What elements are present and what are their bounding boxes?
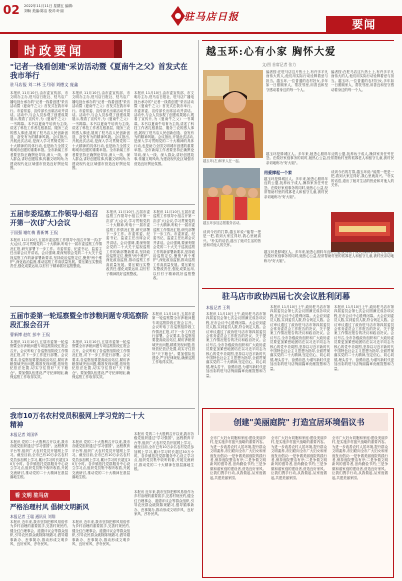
- proposal-body-col2: 全市广大妇女同胞和家庭:建设美丽乡村,是实施乡村振兴战略的重要内容。为进一步改善农村人居环境,提升群众文明素养,市妇联向全市广大妇女和家庭发出倡议:一是争做美丽庭院的践行者,保持庭院整洁有序;二是争做文明新风的倡导者,崇尚勤俭节约;三是争做和谐家庭的建设者,营造良好家风。让我们携手行动,从我做起,从家庭做起,共建美丽家园。: [271, 436, 327, 480]
- feature-photo-event: [331, 212, 394, 252]
- newspaper-logo: [170, 3, 245, 29]
- feature-photo-portrait: [203, 70, 263, 158]
- article1-body-col3: 本报讯 11月10日,由市委宣传部、市文明办主办,驻马店日报社、驻马店广播电视台承办的"记者一线看创建"采访活动暨《夏南牛之父》首发式在我市举行。市委常委、宣传部长出席活动并讲话。活动中,与会人员参观了创建成果展示,观看了宣传片,为《夏南牛之父》一书揭幕。本书以夏南牛培育为主线,讲述了科技工作者扎根基层、服务三农的感人事迹,展现了驻马店人民创新创造、奋发有为的精神风貌。会议指出,开展此次活动,是深入学习贯彻党的二十大精神的具体行动,也是助力全国文明城市创建的重要举措。全市新闻工作者要坚持正确舆论导向,深入一线、深入群众,讲好创建故事,传播文明风尚,为建设现代化区域强市营造良好舆论氛围。: [134, 91, 194, 166]
- cppcc-rule: [202, 288, 394, 289]
- article2-body-col2: 本报讯 11月10日,五届市委巡察工作领导小组召开第一次(扩大)会议,学习贯彻党的二十大精神,听取十一届市委巡察工作情况汇报,研究部署下一步工作。市委常委、纪委书记、监委主任出席会议并讲话。会议强调,要深刻领会党的二十大关于巡视巡察工作的新部署新要求,坚持政治巡察定位,聚焦"两个维护",深化政治监督,推动巡察工作高质量发展。要压紧压实整改责任,强化成果运用,以钉钉子精神抓好巡察整改。: [106, 210, 150, 276]
- article5-body-col2: 本报讯 近年来,我市坚持把移风易俗作为乡村治理的重要抓手,完善村规民约,健全红白理事会、道德评议会等群众组织,引导农民群众破除陈规陋习,倡导婚事新办、丧事简办,推动形成文明乡风、良好家风、淳朴民风。: [72, 520, 130, 547]
- article1-byline: 驻马店报 刘二林 王月刚 刘德文 庞鑫: [10, 82, 79, 87]
- cppcc-byline: 本报记者 王利: [206, 305, 230, 310]
- feature-rule: [202, 40, 394, 41]
- feature-body-right: 编者按:在驻马店这片热土上,有许多平凡而伟大的人,他们用实际行动诠释着爱与担当。越玉环,一位普通的农村妇女,多年如一日照顾家人、帮扶邻里,用善良和坚守感动着身边的每一个人。: [331, 70, 394, 92]
- group-image: [203, 168, 260, 220]
- article4-byline: 本报记者 刘国华: [10, 432, 38, 437]
- feature-body-mid: 越玉环是驿城区人。多年来,她悉心照料年迈的公婆,抚养孩子成人,操持家务任劳任怨。在做好家庭事务的同时,她热心公益,经常帮助村里的孤寡老人和留守儿童,被村民亲切地称为"好大姐"。: [266, 152, 394, 165]
- article3-title: 五届市委第一轮巡察暨全市涉粮问题专项巡察阶段汇报会召开: [10, 312, 149, 329]
- feature-body-right2: 谈到今后的打算,越玉环说:"能帮一把是一把,看到大家过得好,我心里就高兴。"朴实的话语,道出了她对生活的热爱和对他人的关怀。: [331, 170, 394, 188]
- article5-body: 本报讯 近年来,我市坚持把移风易俗作为乡村治理的重要抓手,完善村规民约,健全红白理事会、道德评议会等群众组织,引导农民群众破除陈规陋习,倡导婚事新办、丧事简办,推动形成文明乡风、良好家风、淳朴民风。: [10, 520, 68, 547]
- article3-body-col2: 本报讯 11月10日,五届市委第一轮巡察暨全市涉粮问题专项巡察阶段汇报会召开。会议听取了各巡察组阶段工作情况汇报,对下一步工作进行部署。会议要求,各巡察组要提高政治站位,紧盯涉粮领域突出问题,精准发现问题,依规依纪依法处置,切实守住管好"天下粮仓"。要加强队伍建设,严守纪律规矩,确保巡察工作取得实效。: [72, 340, 130, 380]
- article3-byline: 曹新博 赵红 彭中 王侃: [10, 332, 50, 337]
- proposal-title: 创建"美丽庭院" 打造宜居环境倡议书: [233, 418, 365, 427]
- divider: [10, 408, 195, 409]
- article1-body: 本报讯 11月10日,由市委宣传部、市文明办主办,驻马店日报社、驻马店广播电视台承办的"记者一线看创建"采访活动暨《夏南牛之父》首发式在我市举行。市委常委、宣传部长出席活动并讲话。活动中,与会人员参观了创建成果展示,观看了宣传片,为《夏南牛之父》一书揭幕。本书以夏南牛培育为主线,讲述了科技工作者扎根基层、服务三农的感人事迹,展现了驻马店人民创新创造、奋发有为的精神风貌。会议指出,开展此次活动,是深入学习贯彻党的二十大精神的具体行动,也是助力全国文明城市创建的重要举措。全市新闻工作者要坚持正确舆论导向,深入一线、深入群众,讲好创建故事,传播文明风尚,为建设现代化区域强市营造良好舆论氛围。: [10, 91, 68, 170]
- column-banner: [10, 40, 122, 58]
- feature-photo-group: [203, 168, 260, 220]
- column-divider: [198, 40, 199, 435]
- article2-byline: 于国强 谢红梅 曹新博 王侃: [10, 230, 58, 235]
- article3-body: 本报讯 11月10日,五届市委第一轮巡察暨全市涉粮问题专项巡察阶段汇报会召开。会议听取了各巡察组阶段工作情况汇报,对下一步工作进行部署。会议要求,各巡察组要提高政治站位,紧盯涉粮领域突出问题,精准发现问题,依规依纪依法处置,切实守住管好"天下粮仓"。要加强队伍建设,严守纪律规矩,确保巡察工作取得实效。: [10, 340, 68, 380]
- article1-title: "记者一线看创建"采访活动暨《夏南牛之父》首发式在我市举行: [10, 62, 188, 81]
- article2-body-col3: 本报讯 11月10日,五届市委巡察工作领导小组召开第一次(扩大)会议,学习贯彻党的二十大精神,听取十一届市委巡察工作情况汇报,研究部署下一步工作。市委常委、纪委书记、监委主任出席会议并讲话。会议强调,要深刻领会党的二十大关于巡视巡察工作的新部署新要求,坚持政治巡察定位,聚焦"两个维护",深化政治监督,推动巡察工作高质量发展。要压紧压实整改责任,强化成果运用,以钉钉子精神抓好巡察整改。: [153, 210, 195, 281]
- section-tag: 要闻: [326, 16, 402, 34]
- cppcc-body-col3: 本报讯 11月10日上午,政协驻马店市第四届委员会第七次会议圆满完成各项议程,在市会议中心胜利闭幕。大会应到委员人数,实到委员人数,符合规定人数。会议审议通过了政协驻马店市第四届委员会常务委员会工作报告的决议、关于提案工作情况报告的决议和政治决议。会议号召,全市各级政协组织和广大政协委员要更加紧密地团结在以习近平同志为核心的党中央周围,坚持以习近平新时代中国特色社会主义思想为指导,全面贯彻落实党的二十大精神,坚定信心、同心同德,埋头苦干、奋勇前进,为谱写新时代更加出彩的驻马店绚丽篇章贡献智慧和力量。: [334, 305, 394, 371]
- proposal-title-band: [210, 413, 388, 431]
- article5-byline: 本报记者 王聪 通讯员 刘翔: [10, 514, 56, 519]
- article1-body-col2: 本报讯 11月10日,由市委宣传部、市文明办主办,驻马店日报社、驻马店广播电视台承办的"记者一线看创建"采访活动暨《夏南牛之父》首发式在我市举行。市委常委、宣传部长出席活动并讲话。活动中,与会人员参观了创建成果展示,观看了宣传片,为《夏南牛之父》一书揭幕。本书以夏南牛培育为主线,讲述了科技工作者扎根基层、服务三农的感人事迹,展现了驻马店人民创新创造、奋发有为的精神风貌。会议指出,开展此次活动,是深入学习贯彻党的二十大精神的具体行动,也是助力全国文明城市创建的重要举措。全市新闻工作者要坚持正确舆论导向,深入一线、深入群众,讲好创建故事,传播文明风尚,为建设现代化区域强市营造良好舆论氛围。: [72, 91, 130, 170]
- feature-body-left: 编者按:在驻马店这片热土上,有许多平凡而伟大的人,他们用实际行动诠释着爱与担当。越玉环,一位普通的农村妇女,多年如一日照顾家人、帮扶邻里,用善良和坚守感动着身边的每一个人。: [266, 70, 328, 92]
- article5-body-col3: 本报讯 近年来,我市坚持把移风易俗作为乡村治理的重要抓手,完善村规民约,健全红白理事会、道德评议会等群众组织,引导农民群众破除陈规陋习,倡导婚事新办、丧事简办,推动形成文明乡风、良好家风、淳朴民风。: [134, 490, 194, 517]
- article4-title: 我市10万名农村党员积极网上学习党的二十大精神: [10, 412, 145, 429]
- divider: [10, 306, 195, 307]
- proposal-body: 全市广大妇女同胞和家庭:建设美丽乡村,是实施乡村振兴战略的重要内容。为进一步改善农村人居环境,提升群众文明素养,市妇联向全市广大妇女和家庭发出倡议:一是争做美丽庭院的践行者,保持庭院整洁有序;二是争做文明新风的倡导者,崇尚勤俭节约;三是争做和谐家庭的建设者,营造良好家风。让我们携手行动,从我做起,从家庭做起,共建美丽家园。: [210, 436, 266, 480]
- feature-photo2-caption: 越玉环参加志愿服务活动。: [203, 221, 243, 225]
- article4-body: 本报讯 党的二十大胜利召开以来,我市各级党组织通过"学习强国"、远程教育平台等,组织广大农村党员开展网上学习。截至目前,全市已有10万余名农村党员参加网上学习,累计学习时长超过30万小时。各乡镇依托党群服务中心设立学习点,组织党员集中收听收看,开展交流研讨,推动党的二十大精神在基层落地生根。: [10, 440, 68, 480]
- feature-subhead: 用爱撑起一个家: [264, 170, 292, 175]
- article2-title: 五届市委巡察工作领导小组召开第一次(扩大)会议: [10, 210, 99, 227]
- logo-text: 驻马店日报: [184, 12, 239, 23]
- feature-photo1-caption: 越玉环(左)和家人在一起。: [203, 159, 242, 163]
- cppcc-body-col2: 本报讯 11月10日上午,政协驻马店市第四届委员会第七次会议圆满完成各项议程,在市会议中心胜利闭幕。大会应到委员人数,实到委员人数,符合规定人数。会议审议通过了政协驻马店市第四届委员会常务委员会工作报告的决议、关于提案工作情况报告的决议和政治决议。会议号召,全市各级政协组织和广大政协委员要更加紧密地团结在以习近平同志为核心的党中央周围,坚持以习近平新时代中国特色社会主义思想为指导,全面贯彻落实党的二十大精神,坚定信心、同心同德,埋头苦干、奋勇前进,为谱写新时代更加出彩的驻马店绚丽篇章贡献智慧和力量。: [270, 305, 330, 371]
- page-number: 02: [3, 3, 20, 17]
- lower-banner: [10, 490, 70, 501]
- article3-body-col3: 本报讯 11月10日,五届市委第一轮巡察暨全市涉粮问题专项巡察阶段汇报会召开。会议听取了各巡察组阶段工作情况汇报,对下一步工作进行部署。会议要求,各巡察组要提高政治站位,紧盯涉粮领域突出问题,精准发现问题,依规依纪依法处置,切实守住管好"天下粮仓"。要加强队伍建设,严守纪律规矩,确保巡察工作取得实效。: [152, 312, 195, 365]
- masthead: [0, 0, 402, 34]
- article4-body-col2: 本报讯 党的二十大胜利召开以来,我市各级党组织通过"学习强国"、远程教育平台等,组织广大农村党员开展网上学习。截至目前,全市已有10万余名农村党员参加网上学习,累计学习时长超过30万小时。各乡镇依托党群服务中心设立学习点,组织党员集中收听收看,开展交流研讨,推动党的二十大精神在基层落地生根。: [72, 440, 130, 480]
- proposal-body-col3: 全市广大妇女同胞和家庭:建设美丽乡村,是实施乡村振兴战略的重要内容。为进一步改善农村人居环境,提升群众文明素养,市妇联向全市广大妇女和家庭发出倡议:一是争做美丽庭院的践行者,保持庭院整洁有序;二是争做文明新风的倡导者,崇尚勤俭节约;三是争做和谐家庭的建设者,营造良好家风。让我们携手行动,从我做起,从家庭做起,共建美丽家园。: [332, 436, 388, 480]
- divider: [10, 204, 195, 205]
- article2-body: 本报讯 11月10日,五届市委巡察工作领导小组召开第一次(扩大)会议,学习贯彻党的二十大精神,听取十一届市委巡察工作情况汇报,研究部署下一步工作。市委常委、纪委书记、监委主任出席会议并讲话。会议强调,要深刻领会党的二十大关于巡视巡察工作的新部署新要求,坚持政治巡察定位,聚焦"两个维护",深化政治监督,推动巡察工作高质量发展。要压紧压实整改责任,强化成果运用,以钉钉子精神抓好巡察整改。: [10, 238, 102, 269]
- event-image: [331, 212, 394, 252]
- article4-body-col3: 本报讯 党的二十大胜利召开以来,我市各级党组织通过"学习强国"、远程教育平台等,组织广大农村党员开展网上学习。截至目前,全市已有10万余名农村党员参加网上学习,累计学习时长超过30万小时。各乡镇依托党群服务中心设立学习点,组织党员集中收听收看,开展交流研讨,推动党的二十大精神在基层落地生根。: [134, 432, 194, 472]
- feature-body-extra: 谈到今后的打算,越玉环说:"能帮一把是一把,看到大家过得好,我心里就高兴。"朴实的话语,道出了她对生活的热爱和对他人的关怀。: [203, 230, 261, 248]
- lower-banner-text: 看 文明 驻马店: [15, 493, 49, 499]
- feature-body-bottom: 越玉环是驿城区人。多年来,她悉心照料年迈的公婆,抚养孩子成人,操持家务任劳任怨。在做好家庭事务的同时,她热心公益,经常帮助村里的孤寡老人和留守儿童,被村民亲切地称为"好大姐"。: [264, 250, 394, 263]
- feature-byline: 文/图 首席记者 张力: [262, 62, 297, 67]
- cppcc-title: 驻马店市政协四届七次会议胜利闭幕: [222, 292, 350, 301]
- portrait-image: [203, 70, 263, 158]
- column-banner-text: 时政要闻: [24, 44, 85, 58]
- feature-body-mid2: 越玉环是驿城区人。多年来,她悉心照料年迈的公婆,抚养孩子成人,操持家务任劳任怨。在做好家庭事务的同时,她热心公益,经常帮助村里的孤寡老人和留守儿童,被村民亲切地称为"好大姐"。: [264, 177, 328, 199]
- article5-title: 严格治理村风 倡树文明新风: [10, 503, 89, 511]
- issue-meta: 2022年11月11日 星期五 编辑:刘畅 美编:陈洁 校对:叶丽: [24, 4, 74, 13]
- cppcc-body: 本报讯 11月10日上午,政协驻马店市第四届委员会第七次会议圆满完成各项议程,在市会议中心胜利闭幕。大会应到委员人数,实到委员人数,符合规定人数。会议审议通过了政协驻马店市第四届委员会常务委员会工作报告的决议、关于提案工作情况报告的决议和政治决议。会议号召,全市各级政协组织和广大政协委员要更加紧密地团结在以习近平同志为核心的党中央周围,坚持以习近平新时代中国特色社会主义思想为指导,全面贯彻落实党的二十大精神,坚定信心、同心同德,埋头苦干、奋勇前进,为谱写新时代更加出彩的驻马店绚丽篇章贡献智慧和力量。: [206, 312, 266, 378]
- feature-title: 越玉环:心有小家 胸怀大爱: [206, 47, 337, 58]
